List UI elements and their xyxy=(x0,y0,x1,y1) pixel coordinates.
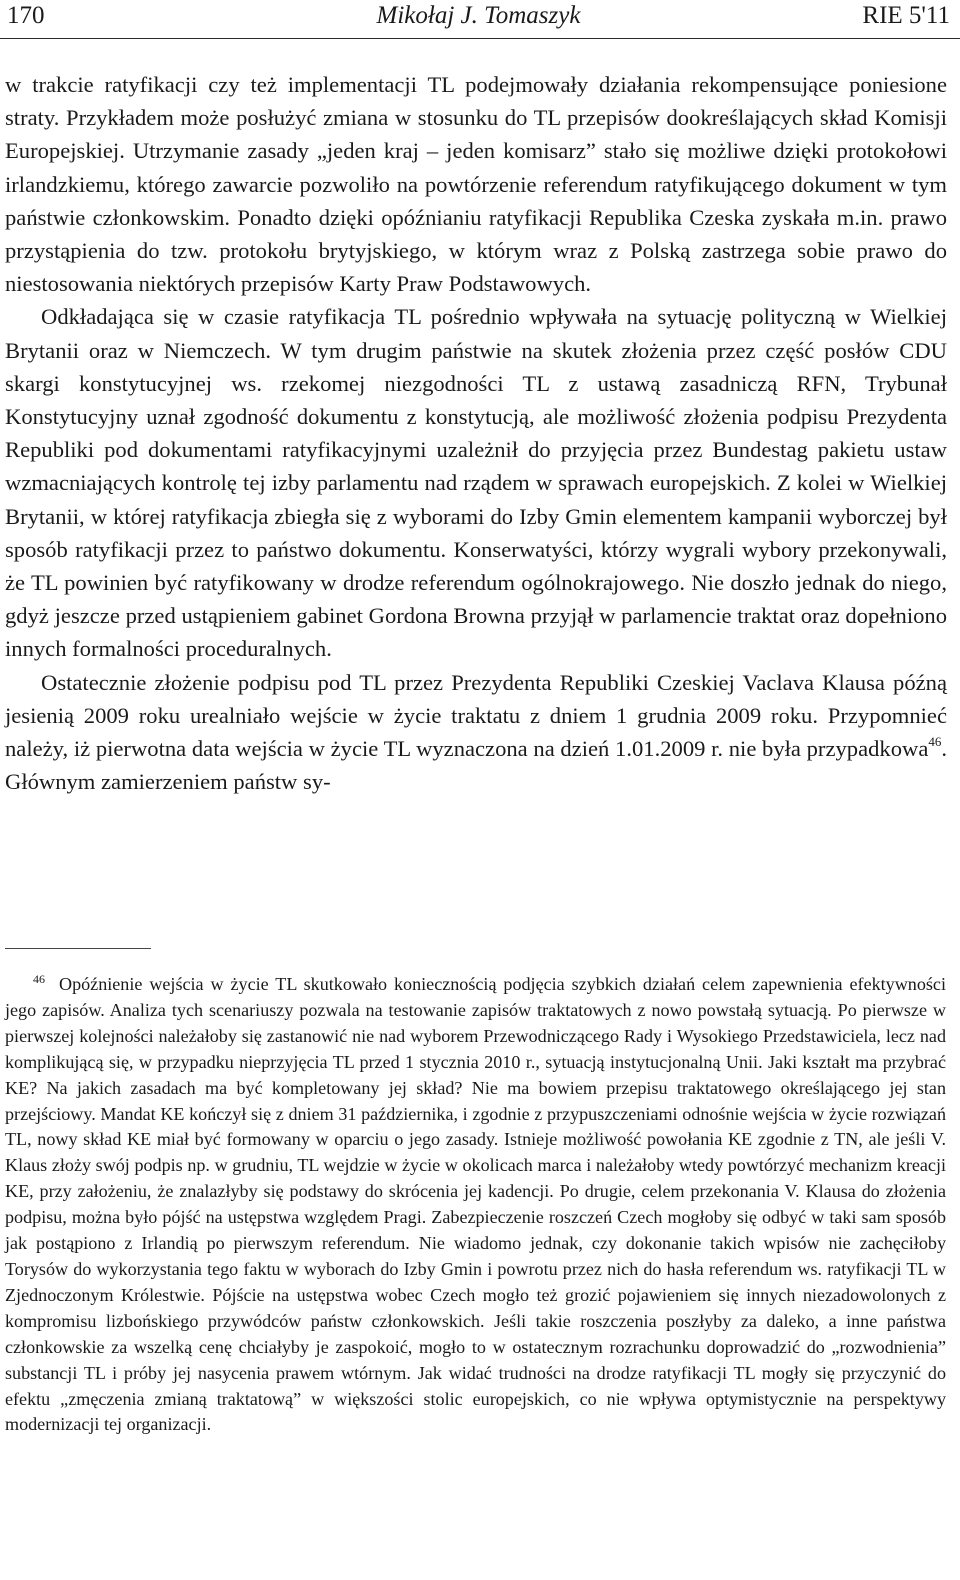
footnote-text: Opóźnienie wejścia w życie TL skutkowało koniecznością podjęcia szybkich działań celem zapewnienia efektywności jego zapisów. Analiza tych scenariuszy pozwala na testowanie zapisów traktatowych z nowo powstałą sytuacją. Po pierwsze w pierwszej kolejności należałoby się zastanowić nie nad wyborem Przewodniczącego Rady i Wysokiego Przedstawiciela, lecz nad komplikującą się, w przypadku nieprzyjęcia TL przed 1 stycznia 2010 r., sytuacją instytucjonalną Unii. Jaki kształt ma przybrać KE? Na jakich zasadach ma być kompletowany jej skład? Nie ma bowiem przepisu traktatowego określającego jej stan przejściowy. Mandat KE kończył się z dniem 31 października, i zgodnie z przypuszczeniami odnośnie wejścia w życie rozwiązań TL, nowy skład KE miał być formowany w oparciu o jego zasady. Istnieje możliwość powołania KE zgodnie z TN, ale jeśli V. Klaus złoży swój podpis np. w grudniu, TL wejdzie w życie w okolicach marca i należałoby wtedy powtórzyć mechanizm kreacji KE, przy założeniu, że znalazłyby się podstawy do skrócenia jej kadencji. Po drugie, celem przekonania V. Klausa do złożenia podpisu, można było pójść na ustępstwa względem Pragi. Zabezpieczenie roszczeń Czech mogłoby się odbyć w taki sam sposób jak postąpiono z Irlandią po pierwszym referendum. Nie wiadomo jednak, czy dokonanie takich wpisów nie zachęciłoby Torysów do wykorzystania tego faktu w wyborach do Izby Gmin i powrotu przez nich do hasła referendum ws. ratyfikacji TL w Zjednoczonym Królestwie. Pójście na ustępstwa wobec Czech mogło też grozić pojawieniem się innych niezadowolonych z kompromisu lizbońskiego przywódców państw członkowskich. Jeśli takie roszczenia poszłyby za daleko, a inne państwa członkowskie za wszelką cenę chciałyby je zaspokoić, mogło to w ostatecznym rozrachunku doprowadzić do „rozwodnienia” substancji TL i próby jej nasycenia prawem wtórnym. Jak widać trudności na drodze ratyfikacji TL mogły się przyczynić do efektu „zmęczenia zmianą traktatową” w większości stolic europejskich, co nie wpływa optymistycznie na perspektywy modernizacji tej organizacji. xyxy=(5,974,946,1435)
footnote-paragraph xyxy=(5,972,946,1438)
journal-issue: RIE 5'11 xyxy=(862,2,950,29)
page-number: 170 xyxy=(7,2,45,29)
footnote-reference[interactable]: 46 xyxy=(928,734,942,750)
paragraph-3 xyxy=(5,666,947,799)
paragraph-1: w trakcie ratyfikacji czy też implementacji TL podejmowały działania rekompensujące poniesione straty. Przykładem może posłużyć zmiana w stosunku do TL przepisów dookreślających skład Komisji Europejskiej. Utrzymanie zasady „jeden kraj – jeden komisarz” stało się możliwe dzięki protokołowi irlandzkiemu, którego zawarcie pozwoliło na powtórzenie referendum ratyfikującego dokument w tym państwie członkowskim. Ponadto dzięki opóźnianiu ratyfikacji Republika Czeska zyskała m.in. prawo przystąpienia do tzw. protokołu brytyjskiego, w którym wraz z Polską zastrzega sobie prawo do niestosowania niektórych przepisów Karty Praw Podstawowych. xyxy=(5,72,947,297)
running-head xyxy=(7,1,950,31)
author-name: Mikołaj J. Tomaszyk xyxy=(376,2,581,29)
paragraph-2: Odkładająca się w czasie ratyfikacja TL pośrednio wpływała na sytuację polityczną w Wielkiej Brytanii oraz w Niemczech. W tym drugim państwie na skutek złożenia przez część posłów CDU skargi konstytucyjnej ws. rzekomej niezgodności TL z ustawą zasadniczą RFN, Trybunał Konstytucyjny uznał zgodność dokumentu z konstytucją, ale możliwość złożenia podpisu Prezydenta Republiki pod dokumentami ratyfikacyjnymi uzależnił do przyjęcia przez Bundestag pakietu ustaw wzmacniających kontrolę tej izby parlamentu nad rządem w sprawach europejskich. Z kolei w Wielkiej Brytanii, w której ratyfikacja zbiegła się z wyborami do Izby Gmin elementem kampanii wyborczej był sposób ratyfikacji przez to państwo dokumentu. Konserwatyści, którzy wygrali wybory przekonywali, że TL powinien być ratyfikowany w drodze referendum ogólnokrajowego. Nie doszło jednak do niego, gdyż jeszcze przed ustąpieniem gabinet Gordona Browna przyjął w parlamencie traktat oraz dopełniono innych formalności proceduralnych. xyxy=(5,304,947,662)
header-rule xyxy=(0,38,960,39)
footnote xyxy=(5,972,946,1438)
main-text xyxy=(5,68,947,798)
footnote-rule xyxy=(5,948,151,949)
paragraph-3-text: Ostatecznie złożenie podpisu pod TL przez Prezydenta Republiki Czeskiej Vaclava Klausa późną jesienią 2009 roku urealniało wejście w życie traktatu z dniem 1 grudnia 2009 roku. Przypomnieć należy, iż pierwotna data wejścia w życie TL wyznaczona na dzień 1.01.2009 r. nie była przypadkowa xyxy=(5,669,947,762)
footnote-number: 46 xyxy=(33,972,45,986)
paragraph-3-tail: . Głównym zamierzeniem państw sy- xyxy=(5,736,947,795)
